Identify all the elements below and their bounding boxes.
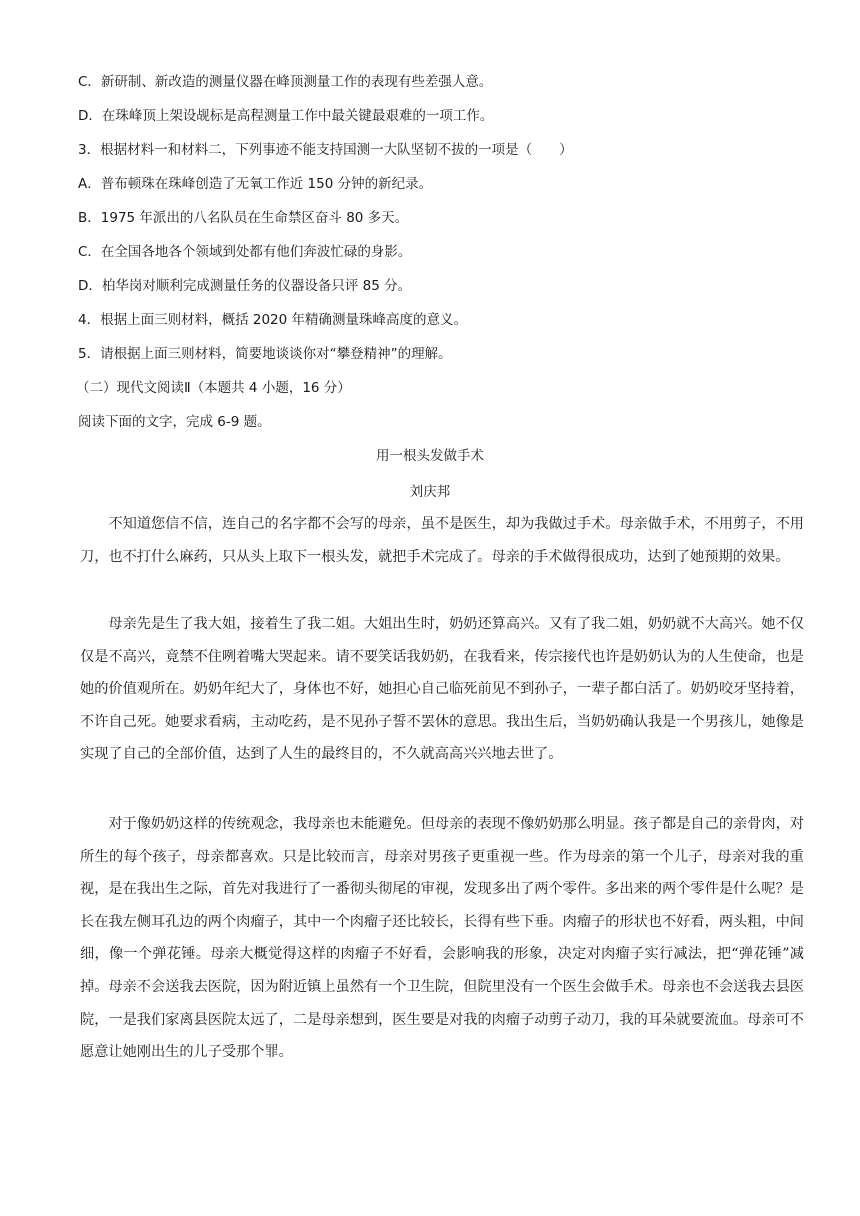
section-heading: （二）现代文阅读Ⅱ（本题共 4 小题，16 分）	[76, 380, 351, 396]
q3-stem: 3．根据材料一和材料二，下列事迹不能支持国测一大队坚韧不拔的一项是（ ）	[78, 142, 573, 158]
q5-stem: 5．请根据上面三则材料，简要地谈谈你对“攀登精神”的理解。	[78, 346, 452, 362]
q3-option-b: B．1975 年派出的八名队员在生命禁区奋斗 80 多天。	[78, 210, 409, 226]
q2-option-c: C．新研制、新改造的测量仪器在峰顶测量工作的表现有些差强人意。	[78, 74, 493, 90]
article-author: 刘庆邦	[409, 484, 451, 500]
article-paragraph: 对于像奶奶这样的传统观念，我母亲也未能避免。但母亲的表现不像奶奶那么明显。孩子都是自己的亲骨肉，对所生的每个孩子，母亲都喜欢。只是比较而言，母亲对男孩子更重视一些。作为母亲的第一个儿子，母亲对我的重视，是在我出生之际，首先对我进行了一番彻头彻尾的审视，发现多出了两个零件。多出来的两个零件是什么呢？是长在我左侧耳孔边的两个肉瘤子，其中一个肉瘤子还比较长，长得有些下垂。肉瘤子的形状也不好看，两头粗，中间细，像一个弹花锤。母亲大概觉得这样的肉瘤子不好看，会影响我的形象，决定对肉瘤子实行减法，把“弹花锤”减掉。母亲不会送我去医院，因为附近镇上虽然有一个卫生院，但院里没有一个医生会做手术。母亲也不会送我去县医院，一是我们家离县医院太远了，二是母亲想到，医生要是对我的肉瘤子动剪子动刀，我的耳朵就要流血。母亲可不愿意让她刚出生的儿子受那个罪。	[80, 816, 804, 1061]
article-title: 用一根头发做手术	[376, 448, 484, 464]
q3-option-a: A．普布顿珠在珠峰创造了无氧工作近 150 分钟的新纪录。	[78, 176, 433, 192]
section-instruction: 阅读下面的文字，完成 6-9 题。	[78, 414, 271, 430]
q3-option-c: C．在全国各地各个领域到处都有他们奔波忙碌的身影。	[78, 244, 412, 260]
article-paragraph: 母亲先是生了我大姐，接着生了我二姐。大姐出生时，奶奶还算高兴。又有了我二姐，奶奶就不大高兴。她不仅仅是不高兴，竟禁不住咧着嘴大哭起来。请不要笑话我奶奶，在我看来，传宗接代也许是奶奶认为的人生使命，也是她的价值观所在。奶奶年纪大了，身体也不好，她担心自己临死前见不到孙子，一辈子都白活了。奶奶咬牙坚持着，不许自己死。她要求看病，主动吃药，是不见孙子誓不罢休的意思。我出生后，当奶奶确认我是一个男孩儿，她像是实现了自己的全部价值，达到了人生的最终目的，不久就高高兴兴地去世了。	[80, 616, 804, 763]
q4-stem: 4．根据上面三则材料，概括 2020 年精确测量珠峰高度的意义。	[78, 312, 468, 328]
article-paragraph: 不知道您信不信，连自己的名字都不会写的母亲，虽不是医生，却为我做过手术。母亲做手术，不用剪子，不用刀，也不打什么麻药，只从头上取下一根头发，就把手术完成了。母亲的手术做得很成功，达到了她预期的效果。	[80, 516, 804, 565]
q2-option-d: D．在珠峰顶上架设觇标是高程测量工作中最关键最艰难的一项工作。	[78, 108, 494, 124]
q3-option-d: D．柏华岗对顺利完成测量任务的仪器设备只评 85 分。	[78, 278, 412, 294]
